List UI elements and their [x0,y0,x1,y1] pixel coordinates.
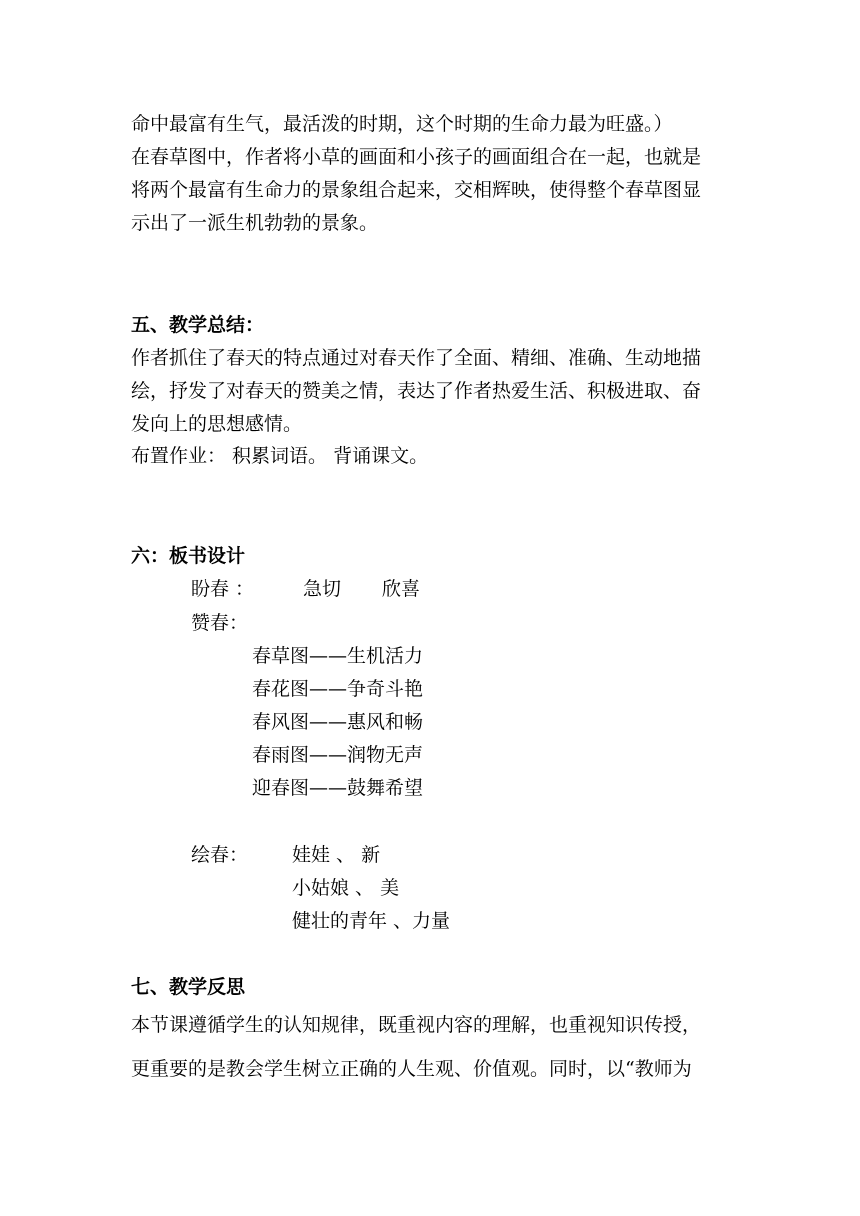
board-item: 迎春图——鼓舞希望 [252,777,424,799]
board-item: 小姑娘 、 美 [292,877,400,899]
board-label-zanchun: 赞春： [191,612,249,634]
paragraph-line: 本节课遵循学生的认知规律，既重视内容的理解，也重视知识传授， [131,1014,702,1036]
homework-line: 布置作业： 积累词语。 背诵课文。 [131,445,429,467]
board-word: 急切 [303,578,342,600]
board-label-panchun: 盼春 ： [191,578,255,600]
board-item: 春风图——惠风和畅 [252,711,424,733]
paragraph-line: 绘，抒发了对春天的赞美之情，表达了作者热爱生活、积极进取、奋 [131,380,702,402]
board-item: 春雨图——润物无声 [252,744,424,766]
paragraph-line: 发向上的思想感情。 [131,413,303,435]
board-label-huichun: 绘春： [191,844,249,866]
board-word: 欣喜 [382,578,421,600]
paragraph-line: 作者抓住了春天的特点通过对春天作了全面、精细、准确、生动地描 [131,347,702,369]
board-item: 娃娃 、 新 [292,844,381,866]
board-item: 春草图——生机活力 [252,645,424,667]
paragraph-line: 示出了一派生机勃勃的景象。 [131,212,379,234]
section-heading-reflection: 七、教学反思 [131,976,246,998]
paragraph-line: 更重要的是教会学生树立正确的人生观、价值观。同时，以“教师为 [131,1058,692,1080]
board-item: 健壮的青年 、力量 [292,910,451,932]
section-heading-summary: 五、教学总结： [131,314,265,336]
paragraph-line: 将两个最富有生命力的景象组合起来，交相辉映，使得整个春草图显 [131,179,702,201]
paragraph-line: 在春草图中，作者将小草的画面和小孩子的画面组合在一起，也就是 [131,146,702,168]
paragraph-line: 命中最富有生气，最活泼的时期，这个时期的生命力最为旺盛。） [131,113,673,135]
section-heading-board-design: 六：板书设计 [131,545,246,567]
board-item: 春花图——争奇斗艳 [252,678,424,700]
